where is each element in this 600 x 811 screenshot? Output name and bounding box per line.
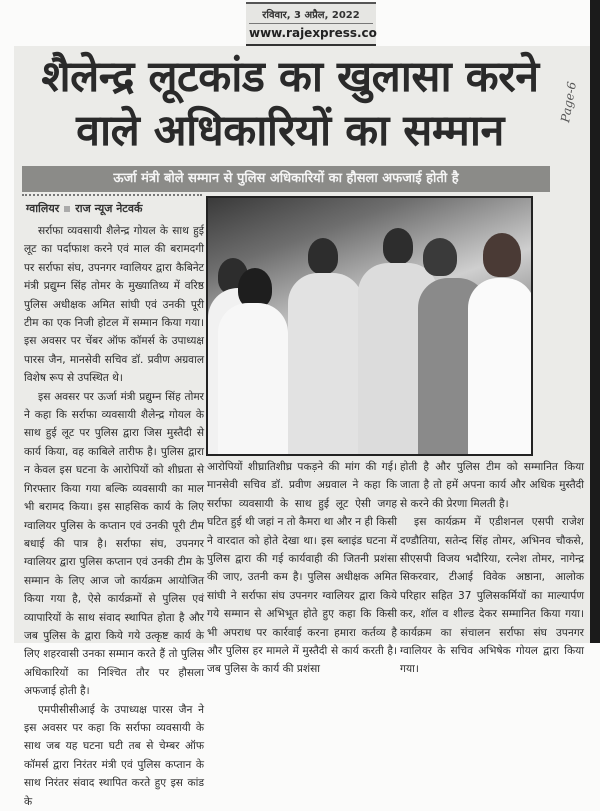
paragraph: आरोपियों शीघ्रातिशीघ्र पकड़ने की मांग की गई। मानसेवी सचिव डॉ. प्रवीण अग्रवाल ने कहा कि सर्राफा व्यवसायी के साथ हुई लूट ऐसी जगह घटित हुई थी जहां न तो कैमरा था और न ही किसी ने वारदात को होते देखा था। इस ब्लाइंड घटना में पुलिस द्वारा की गई कार्यवाही की जितनी प्रशंसा की जाए, उतनी कम है। पुलिस अधीक्षक अमित सांघी ने सर्राफा संघ उपनगर ग्वालियर द्वारा किये गये सम्मान से अभिभूत होते हुए कहा कि किसी भी अपराध पर कार्रवाई करना हमारा कर्तव्य है और पुलिस हर मामले में मुस्तैदी से कार्य करती है। जब पुलिस के कार्य की प्रशंसा [207, 461, 397, 676]
paragraph: इस अवसर पर ऊर्जा मंत्री प्रद्युम्न सिंह तोमर ने कहा कि सर्राफा व्यवसायी शैलेन्द्र गोयल के साथ हुई लूट पर पुलिस द्वारा जिस मुस्तैदी से कार्य किया, वह काबिले तारीफ है। पुलिस द्वारा न केवल इस घटना के आरोपियों को शीघ्रता से गिरफ्तार किया गया बल्कि व्यवसायी का माल भी बरामद किया। इस साहसिक कार्य के लिए ग्वालियर पुलिस के कप्तान एवं उनकी पूरी टीम बधाई की पात्र है। सर्राफा संघ, उपनगर ग्वालियर द्वारा पुलिस कप्तान एवं उनकी टीम के सम्मान के लिए आज जो कार्यक्रम आयोजित किया गया है, ऐसे कार्यक्रमों से पुलिस एवं व्यापारियों के साथ संवाद स्थापित होता है और जब पुलिस के द्वारा किये गये उत्कृष्ट कार्य के लिए शहरवासी उनका सम्मान करते हैं तो पुलिस अधिकारियों का निश्चित तौर पर हौसला अफजाई होती है। [24, 390, 204, 698]
paragraph: इस कार्यक्रम में एडीशनल एसपी राजेश दण्डौतिया, सतेन्द सिंह तोमर, अभिनव चौकसे, सीएसपी विजय भदौरिया, रत्नेश तोमर, नागेन्द्र सिकरवार, टीआई विवेक अष्ठाना, आलोक परिहार सहित 37 पुलिसकर्मियों का माल्यार्पण कर, शॉल व शील्ड देकर सम्मानित किया गया। कार्यक्रम का संचालन सर्राफा संघ उपनगर ग्वालियर के सचिव अभिषेक गोयल द्वारा किया गया। [400, 516, 584, 676]
article-column-1 [24, 222, 204, 811]
subheadline: ऊर्जा मंत्री बोले सम्मान से पुलिस अधिकारियों का हौसला अफजाई होती है [22, 166, 550, 192]
paragraph: होती है और पुलिस टीम को सम्मानित किया जाता है तो हमें अपना कार्य और अधिक मुस्तैदी से करने की प्रेरणा मिलती है। [400, 461, 584, 510]
masthead-url: www.rajexpress.co [249, 23, 373, 40]
article-column-3 [400, 458, 584, 679]
masthead-date: रविवार, 3 अप्रैल, 2022 [262, 10, 360, 21]
paragraph: एमपीसीसीआई के उपाध्यक्ष पारस जैन ने इस अवसर पर कहा कि सर्राफा व्यवसायी के साथ जब यह घटना घटी तब से चेम्बर ऑफ कॉमर्स द्वारा निरंतर मंत्री एवं पुलिस कप्तान के साथ निरंतर संवाद स्थापित करते हुए इस कांड के [24, 703, 204, 808]
dotted-divider [22, 194, 202, 196]
square-bullet-icon [64, 206, 70, 212]
event-photo [206, 196, 533, 456]
page-edge [590, 0, 600, 643]
handwritten-note: Page-6 [558, 80, 580, 124]
byline-place: ग्वालियर [26, 202, 60, 215]
masthead [246, 2, 376, 47]
byline-source: राज न्यूज नेटवर्क [75, 202, 143, 215]
paragraph: सर्राफा व्यवसायी शैलेन्द्र गोयल के साथ हुई लूट का पर्दाफाश करने एवं माल की बरामदगी पर सर्राफा संघ, उपनगर ग्वालियर द्वारा कैबिनेट मंत्री प्रद्युम्न सिंह तोमर के मुख्यातिथ्य में वरिष्ठ पुलिस अधीक्षक अमित सांघी एवं उनकी पूरी टीम का एक निजी होटल में सम्मान किया गया। इस अवसर पर चेंबर ऑफ कॉमर्स के उपाध्यक्ष पारस जैन, मानसेवी सचिव डॉ. प्रवीण अग्रवाल विशेष रूप से उपस्थित थे। [24, 225, 204, 385]
headline-line-1: शैलेन्द्र लूटकांड का खुलासा करने [41, 52, 539, 102]
byline [26, 201, 142, 216]
article-column-2 [207, 458, 397, 679]
headline [20, 50, 560, 158]
headline-line-2: वाले अधिकारियों का सम्मान [76, 106, 504, 156]
